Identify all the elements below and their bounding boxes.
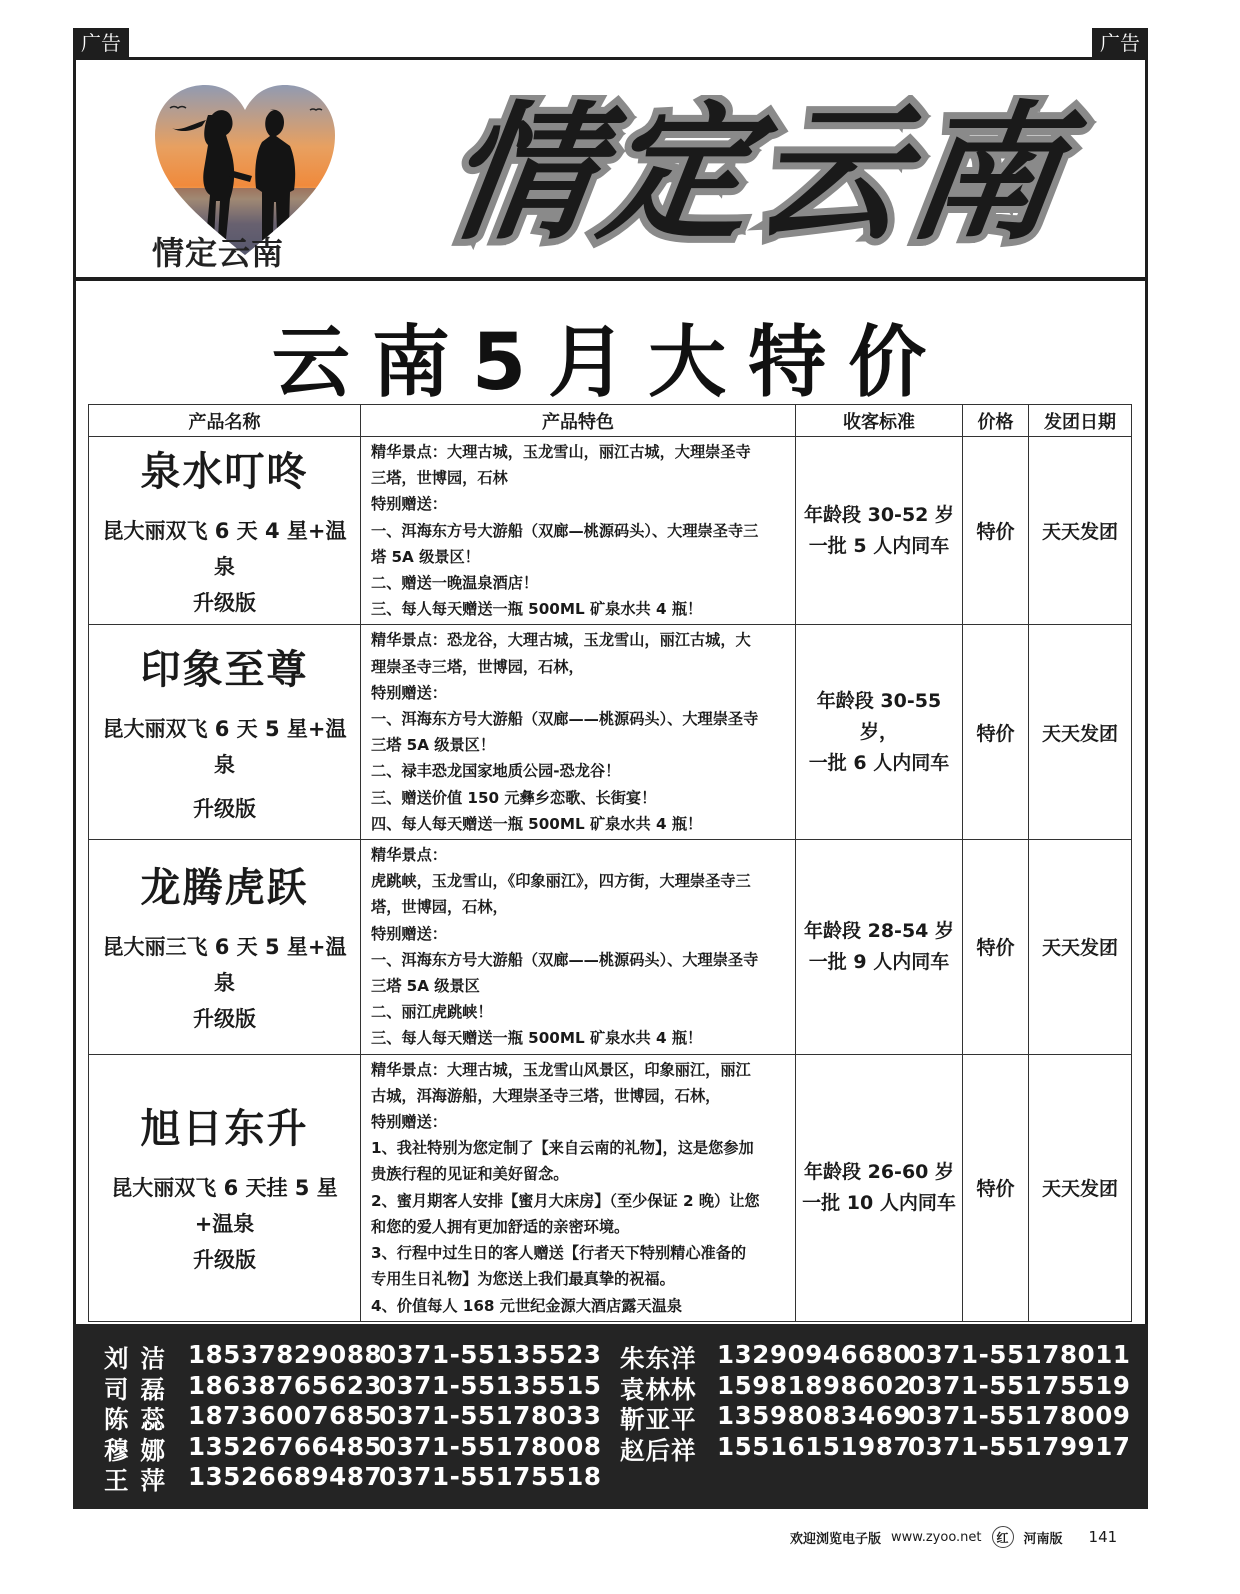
standard-line: 一批 9 人内同车 [808,950,950,973]
table-header-row [89,405,1132,437]
feature-line: 四、每人每天赠送一瓶 500ML 矿泉水共 4 瓶！ [371,814,703,833]
product-name-cell [89,625,361,840]
standard-line: 一批 5 人内同车 [808,534,950,557]
contact-phone: 0371-55178033 [379,1401,602,1430]
date-cell: 天天发团 [1029,437,1132,625]
feature-line: 精华景点：恐龙谷，大理古城，玉龙雪山，丽江古城，大 [371,631,751,650]
feature-line: 一、洱海东方号大游船（双廊—桃源码头）、大理崇圣寺三 [371,521,759,540]
feature-line: 塔，世博园，石林， [371,898,508,917]
tour-table [88,404,1132,1322]
contact-column-left [104,1340,602,1493]
standard-line: 岁， [859,720,898,743]
contact-row [620,1371,1131,1402]
standard-line: 年龄段 26-60 岁 [804,1160,954,1183]
edition-badge-icon: 红 [992,1526,1014,1548]
table-row [89,625,1132,840]
footer-url[interactable]: www.zyoo.net [891,1529,982,1545]
feature-line: 2、蜜月期客人安排【蜜月大床房】（至少保证 2 晚）让您 [371,1191,760,1210]
header-divider [73,277,1148,281]
ad-label-right: 广告 [1092,28,1148,58]
contact-mobile: 18537829088 [188,1340,383,1369]
contact-row [620,1432,1131,1463]
contact-phone: 0371-55135523 [379,1340,602,1369]
feature-line: 三、每人每天赠送一瓶 500ML 矿泉水共 4 瓶！ [371,600,703,619]
features-cell [361,437,796,625]
feature-line: 三、每人每天赠送一瓶 500ML 矿泉水共 4 瓶！ [371,1029,703,1048]
feature-line: 特别赠送： [371,683,447,702]
tour-route-upgrade: 升级版 [193,1007,256,1032]
feature-line: 虎跳峡，玉龙雪山，《印象丽江》，四方街，大理崇圣寺三 [371,872,751,891]
tour-name: 泉水叮咚 [140,449,309,496]
price-cell: 特价 [963,437,1029,625]
feature-line: 特别赠送： [371,924,447,943]
date-cell: 天天发团 [1029,840,1132,1055]
feature-line: 精华景点：大理古城，玉龙雪山风景区，印象丽江，丽江 [371,1060,751,1079]
promo-title: 云南5月大特价 [271,318,949,408]
table-row [89,840,1132,1055]
contact-column-right [620,1340,1131,1465]
contact-mobile: 13526766485 [188,1431,383,1461]
table-row [89,437,1132,625]
contact-phone: 0371-55178011 [908,1340,1131,1369]
contact-phone: 0371-55175519 [908,1370,1131,1400]
contact-name: 靳亚平 [620,1405,697,1434]
contact-row [104,1371,602,1402]
price-cell: 特价 [963,840,1029,1055]
contact-row [104,1462,602,1493]
page-footer [790,1525,1150,1549]
tour-route-upgrade: 升级版 [193,591,256,616]
contact-phone: 0371-55179917 [908,1431,1131,1461]
standard-cell [796,625,963,840]
tour-route: 昆大丽三飞 6 天 5 星+温泉 [102,935,347,996]
feature-line: 二、赠送一晚温泉酒店！ [371,574,539,593]
feature-line: 三塔 5A 级景区 [371,977,480,996]
features-cell [361,625,796,840]
product-name-cell [89,840,361,1055]
contact-mobile: 13526689487 [188,1462,383,1491]
contact-name: 陈蕊 [104,1405,177,1434]
feature-line: 三塔 5A 级景区！ [371,736,496,755]
contact-row [104,1340,602,1371]
contact-mobile: 15981898602 [717,1370,912,1400]
feature-line: 三、赠送价值 150 元彝乡恋歌、长街宴！ [371,788,657,807]
product-name-cell [89,1054,361,1321]
feature-line: 特别赠送： [371,1113,447,1132]
feature-line: 二、丽江虎跳峡！ [371,1003,493,1022]
tour-name: 旭日东升 [140,1106,309,1153]
feature-line: 特别赠送： [371,495,447,514]
contact-phone: 0371-55175518 [379,1462,602,1491]
contact-name: 刘洁 [104,1344,177,1373]
logo-caption: 情定云南 [152,234,285,272]
feature-line: 1、我社特别为您定制了【来自云南的礼物】，这是您参加 [371,1139,754,1158]
price-cell: 特价 [963,1054,1029,1321]
contact-name: 袁林林 [620,1374,697,1404]
standard-line: 年龄段 30-52 岁 [804,503,954,526]
features-cell [361,840,796,1055]
contact-row [104,1432,602,1463]
feature-line: 一、洱海东方号大游船（双廊——桃源码头）、大理崇圣寺 [371,710,759,729]
standard-line: 一批 10 人内同车 [802,1191,956,1214]
feature-line: 专用生日礼物】为您送上我们最真挚的祝福。 [371,1270,675,1289]
standard-line: 年龄段 30-55 [816,689,942,712]
feature-line: 4、价值每人 168 元世纪金源大酒店露天温泉 [371,1296,683,1315]
header-price: 价格 [963,405,1029,437]
header-product-features: 产品特色 [361,405,796,437]
contact-row [620,1340,1131,1371]
tour-route-upgrade: 升级版 [193,796,256,821]
feature-line: 二、禄丰恐龙国家地质公园-恐龙谷！ [371,762,621,781]
standard-cell [796,840,963,1055]
footer-edition: 河南版 [1023,1531,1063,1547]
standard-cell [796,437,963,625]
ad-label-left: 广告 [73,28,129,58]
footer-welcome: 欢迎浏览电子版 [790,1531,882,1547]
brand-title [400,95,1100,255]
contact-phone: 0371-55135515 [379,1370,602,1400]
tour-route-upgrade: 升级版 [193,1248,256,1273]
date-cell: 天天发团 [1029,625,1132,840]
tour-name: 龙腾虎跃 [140,865,309,912]
feature-line: 塔 5A 级景区！ [371,547,480,566]
tour-route: 昆大丽双飞 6 天挂 5 星+温泉 [111,1176,338,1237]
table-row [89,1054,1132,1321]
feature-line: 三塔，世博园，石林 [371,469,508,488]
contact-row [104,1401,602,1432]
feature-line: 3、行程中过生日的客人赠送【行者天下特别精心准备的 [371,1244,747,1263]
standard-line: 一批 6 人内同车 [808,751,950,774]
standard-line: 年龄段 28-54 岁 [804,919,954,942]
feature-line: 贵族行程的见证和美好留念。 [371,1165,569,1184]
feature-line: 和您的爱人拥有更加舒适的亲密环境。 [371,1217,630,1236]
contact-phone: 0371-55178009 [908,1401,1131,1430]
contact-mobile: 18638765623 [188,1370,383,1400]
header-departure-date: 发团日期 [1029,405,1132,437]
contact-phone: 0371-55178008 [379,1431,602,1461]
features-cell [361,1054,796,1321]
page-number: 141 [1088,1528,1118,1546]
contact-panel [73,1324,1148,1509]
feature-line: 古城，洱海游船，大理崇圣寺三塔，世博园，石林， [371,1086,721,1105]
standard-cell [796,1054,963,1321]
header-product-name: 产品名称 [89,405,361,437]
feature-line: 理崇圣寺三塔，世博园，石林， [371,657,584,676]
contact-mobile: 15516151987 [717,1431,912,1461]
contact-name: 司磊 [104,1374,177,1404]
contact-mobile: 18736007685 [188,1401,383,1430]
tour-name: 印象至尊 [140,646,309,693]
header-standard: 收客标准 [796,405,963,437]
product-name-cell [89,437,361,625]
contact-row [620,1401,1131,1432]
tour-route: 昆大丽双飞 6 天 4 星+温泉 [102,519,347,580]
feature-line: 精华景点：大理古城，玉龙雪山，丽江古城，大理崇圣寺 [371,443,751,461]
contact-name: 赵后祥 [620,1435,697,1465]
feature-line: 精华景点： [371,846,447,865]
price-cell: 特价 [963,625,1029,840]
contact-name: 王萍 [104,1466,177,1495]
tour-route: 昆大丽双飞 6 天 5 星+温泉 [102,716,347,777]
contact-mobile: 13598083469 [717,1401,912,1430]
contact-mobile: 13290946680 [717,1340,912,1369]
brand-title-text: 情定云南 [436,95,1077,255]
contact-name: 穆娜 [104,1435,177,1465]
contact-name: 朱东洋 [620,1344,697,1373]
feature-line: 一、洱海东方号大游船（双廊——桃源码头）、大理崇圣寺 [371,950,759,969]
date-cell: 天天发团 [1029,1054,1132,1321]
